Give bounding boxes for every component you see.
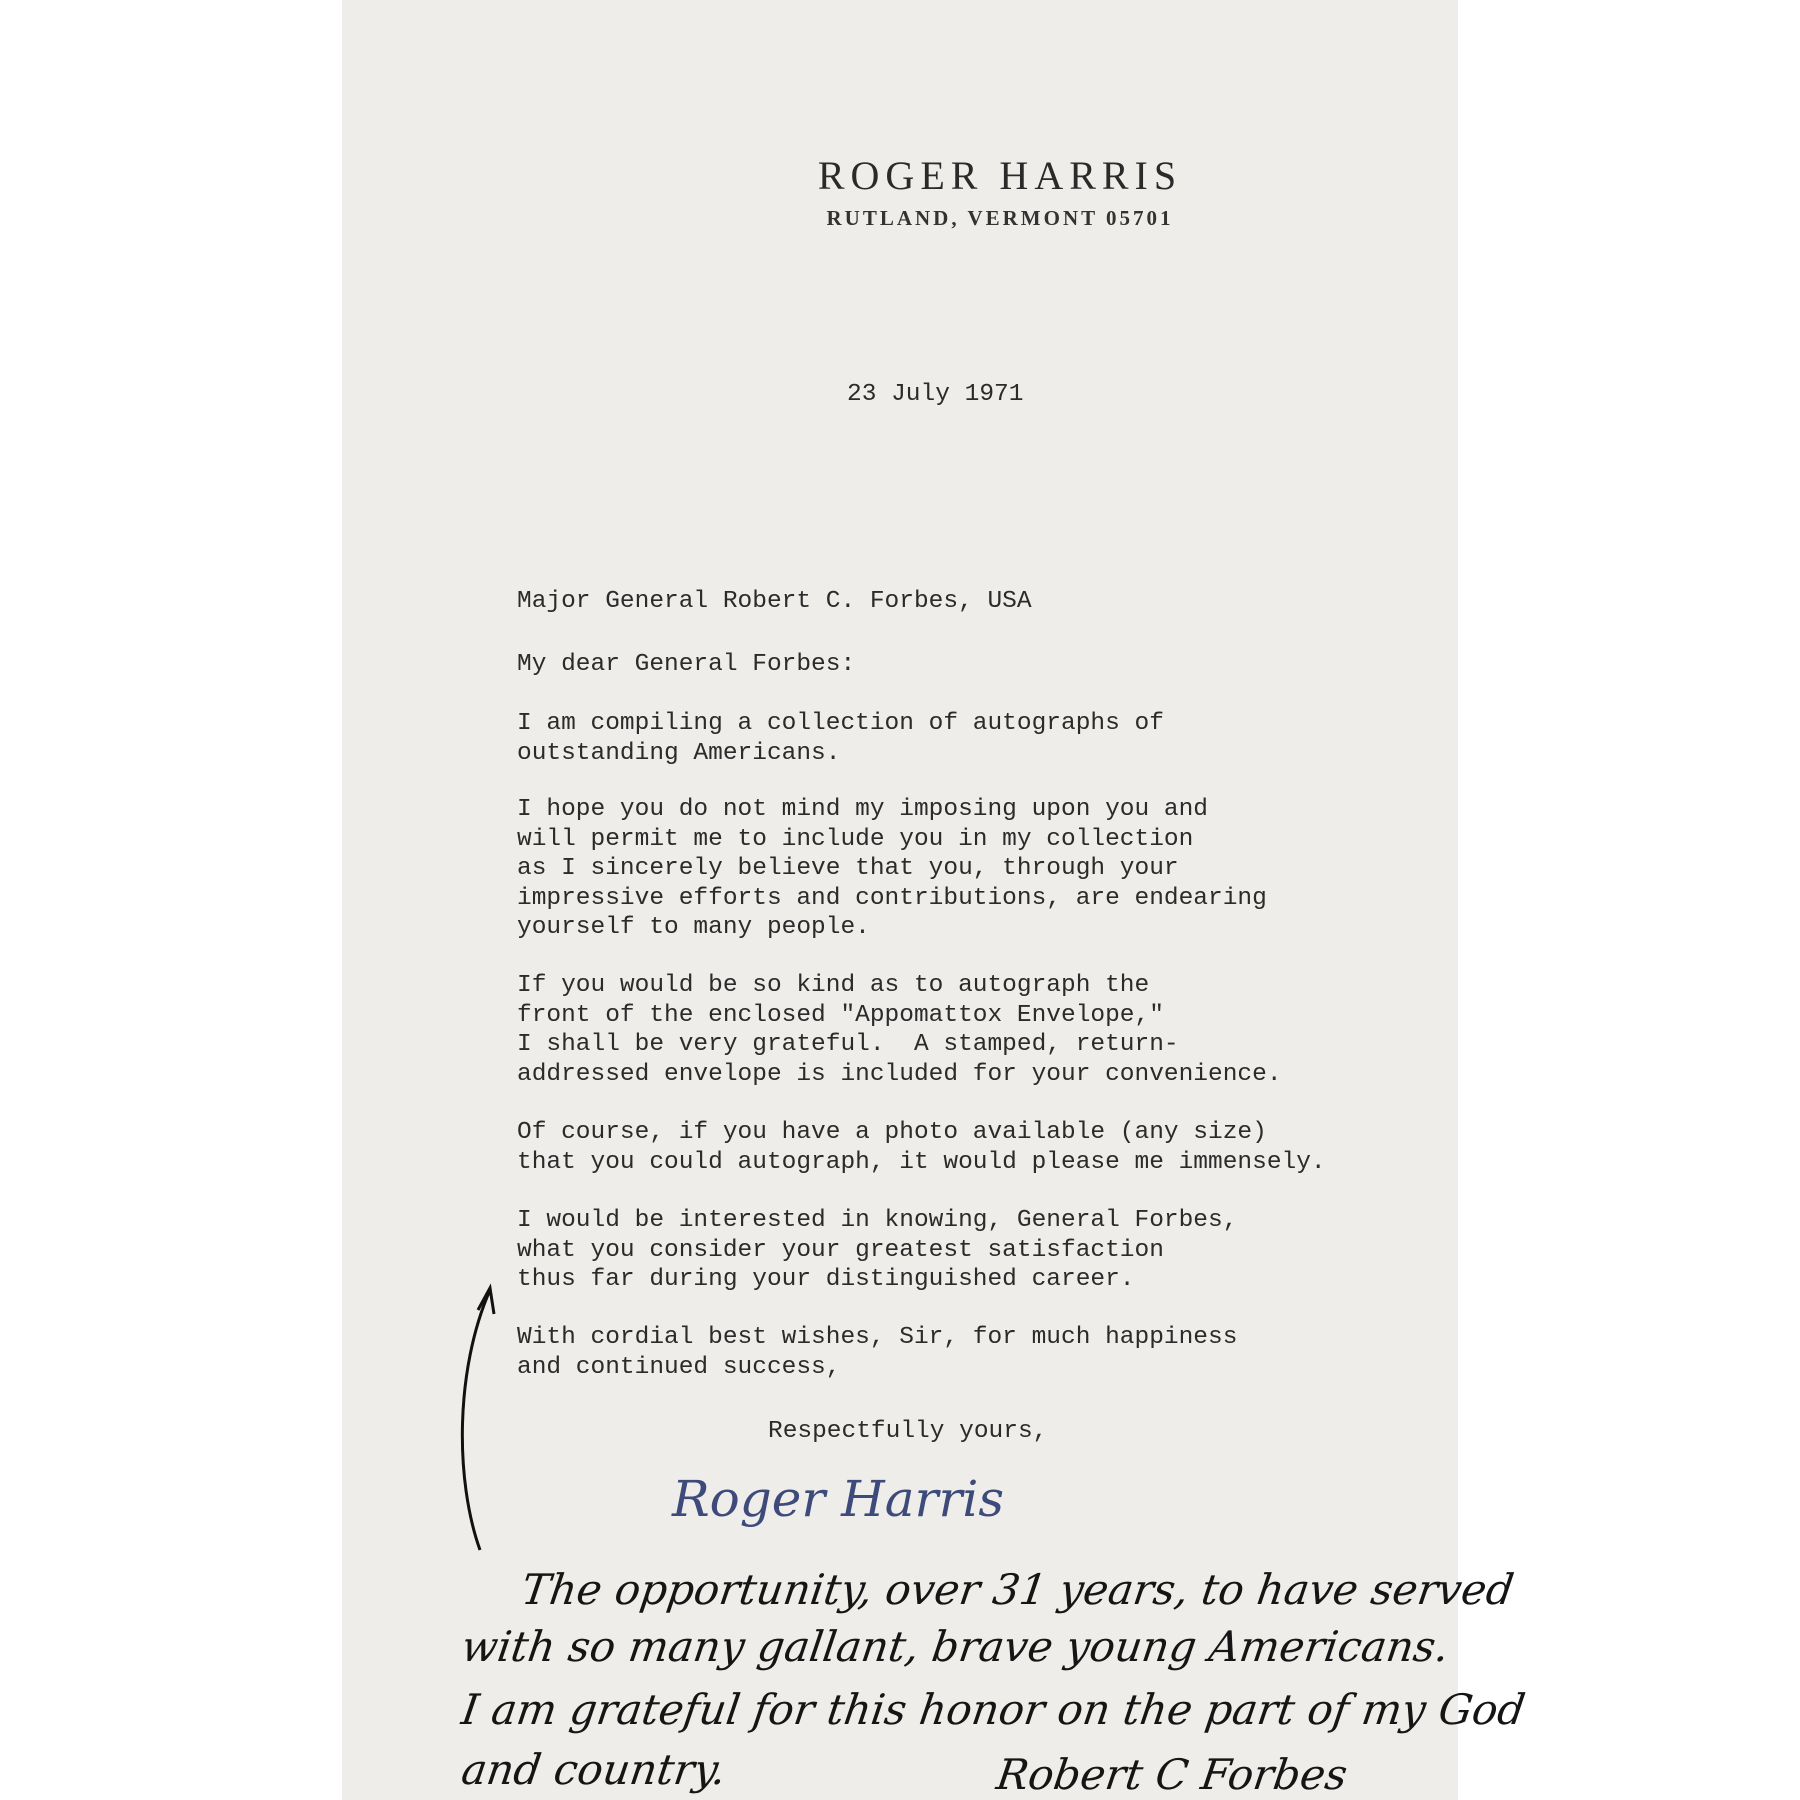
paragraph-5: I would be interested in knowing, General Forbes, what you consider your greatest satisfaction thus far during your distinguished career. xyxy=(517,1207,1238,1293)
handwritten-line-3: I am grateful for this honor on the part of my God xyxy=(458,1685,1529,1734)
paragraph-4: Of course, if you have a photo available (any size) that you could autograph, it would please me immensely. xyxy=(517,1119,1326,1176)
salutation: My dear General Forbes: xyxy=(517,651,856,678)
handwritten-line-2: with so many gallant, brave young Americans. xyxy=(458,1622,1453,1671)
paragraph-2: I hope you do not mind my imposing upon you and will permit me to include you in my collection as I sincerely believe that you, through your impressive efforts and contributions, are endearing yourself to many people. xyxy=(517,796,1267,941)
recipient: Major General Robert C. Forbes, USA xyxy=(517,588,1032,615)
handwritten-line-1: The opportunity, over 31 years, to have served xyxy=(518,1565,1517,1614)
handwritten-arrow-icon xyxy=(450,1280,510,1580)
reply-signature: Robert C Forbes xyxy=(993,1750,1351,1799)
paragraph-6: With cordial best wishes, Sir, for much happiness and continued success, xyxy=(517,1324,1238,1381)
letterhead-address: RUTLAND, VERMONT 05701 xyxy=(826,206,1174,230)
letter-date: 23 July 1971 xyxy=(847,381,1024,408)
paragraph-1: I am compiling a collection of autographs of outstanding Americans. xyxy=(517,710,1164,767)
paragraph-3: If you would be so kind as to autograph the front of the enclosed "Appomattox Envelope," I shall be very grateful. A stamped, return- addressed envelope is included for your convenience. xyxy=(517,972,1282,1088)
closing: Respectfully yours, xyxy=(768,1418,1048,1445)
letterhead-name: ROGER HARRIS xyxy=(817,153,1183,198)
signature: Roger Harris xyxy=(672,1470,1005,1528)
handwritten-line-4: and country. xyxy=(458,1745,730,1794)
